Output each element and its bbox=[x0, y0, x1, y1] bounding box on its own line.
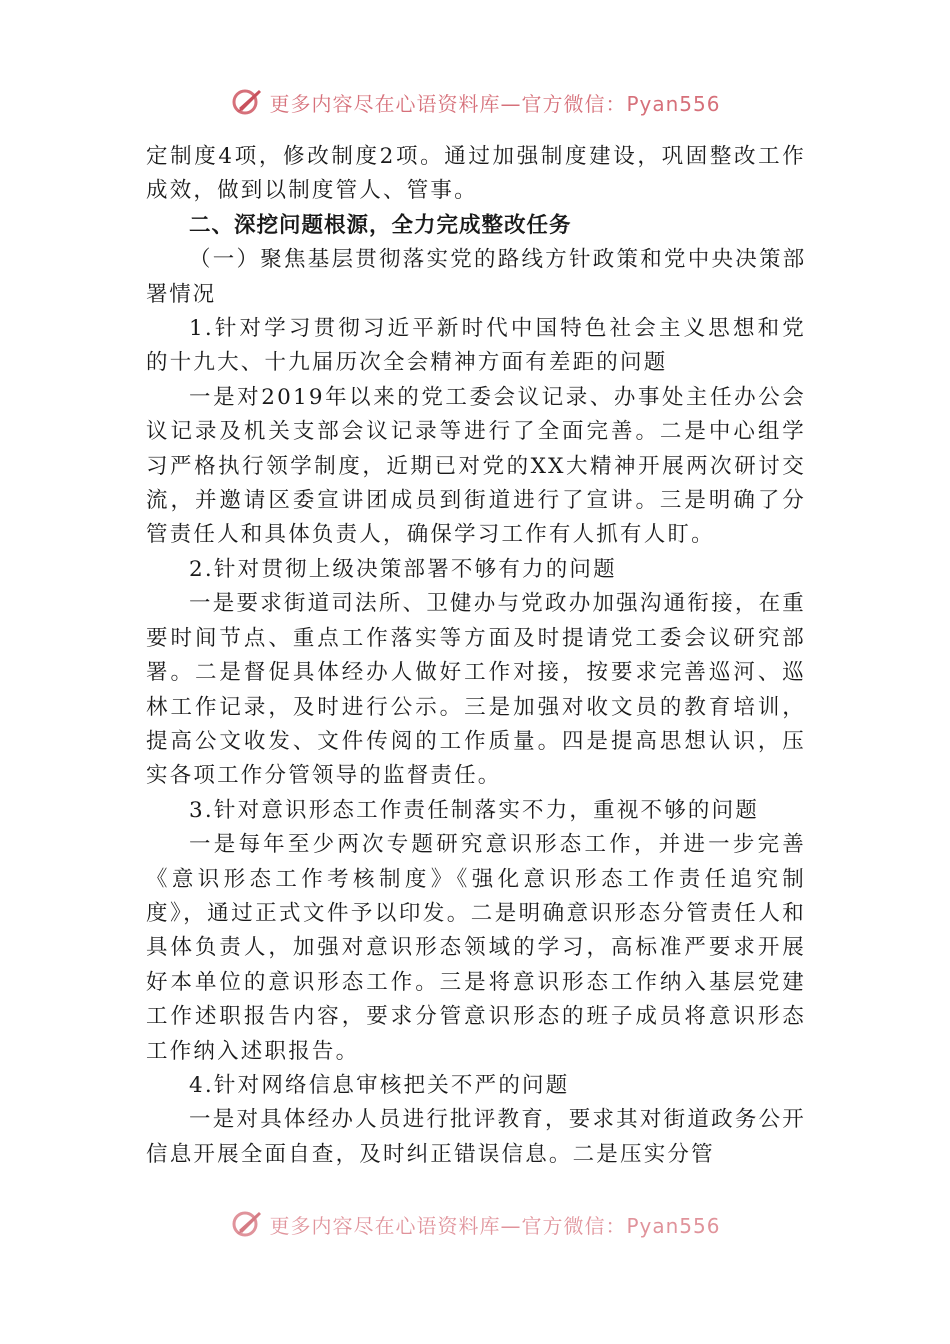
pen-logo-icon bbox=[229, 84, 265, 120]
watermark-header bbox=[0, 82, 950, 122]
item-title: 3.针对意识形态工作责任制落实不力，重视不够的问题 bbox=[189, 797, 760, 823]
paragraph: 一是每年至少两次专题研究意识形态工作，并进一步完善《意识形态工作考核制度》《强化意识形态工作责任追究制度》，通过正式文件予以印发。二是明确意识形态分管责任人和具体负责人，加强对意识形态领域的学习，高标准严要求开展好本单位的意识形态工作。三是将意识形态工作纳入基层党建工作述职报告内容，要求分管意识形态的班子成员将意识形态工作纳入述职报告。 bbox=[146, 832, 806, 1064]
paragraph: 定制度4项，修改制度2项。通过加强制度建设，巩固整改工作成效，做到以制度管人、管事。 bbox=[146, 144, 806, 204]
item-title: 1.针对学习贯彻习近平新时代中国特色社会主义思想和党的十九大、十九届历次全会精神方面有差距的问题 bbox=[146, 316, 806, 376]
item-title: 2.针对贯彻上级决策部署不够有力的问题 bbox=[189, 556, 617, 582]
sub-heading: （一）聚焦基层贯彻落实党的路线方针政策和党中央决策部署情况 bbox=[146, 247, 806, 307]
item-title: 4.针对网络信息审核把关不严的问题 bbox=[189, 1072, 570, 1098]
pen-logo-icon bbox=[229, 1206, 265, 1242]
section-heading: 二、深挖问题根源，全力完成整改任务 bbox=[189, 212, 572, 238]
watermark-text: 更多内容尽在心语资料库—官方微信：Pyan556 bbox=[269, 91, 721, 116]
paragraph: 一是要求街道司法所、卫健办与党政办加强沟通衔接，在重要时间节点、重点工作落实等方面及时提请党工委会议研究部署。二是督促具体经办人做好工作对接，按要求完善巡河、巡林工作记录，及时进行公示。三是加强对收文员的教育培训，提高公文收发、文件传阅的工作质量。四是提高思想认识，压实各项工作分管领导的监督责任。 bbox=[146, 591, 806, 789]
document-body bbox=[146, 140, 806, 1172]
watermark-footer bbox=[0, 1204, 950, 1244]
paragraph: 一是对2019年以来的党工委会议记录、办事处主任办公会议记录及机关支部会议记录等进行了全面完善。二是中心组学习严格执行领学制度，近期已对党的XX大精神开展两次研讨交流，并邀请区委宣讲团成员到街道进行了宣讲。三是明确了分管责任人和具体负责人，确保学习工作有人抓有人盯。 bbox=[146, 384, 806, 548]
watermark-text: 更多内容尽在心语资料库—官方微信：Pyan556 bbox=[269, 1213, 721, 1238]
paragraph: 一是对具体经办人员进行批评教育，要求其对街道政务公开信息开展全面自查，及时纠正错误信息。二是压实分管 bbox=[146, 1107, 806, 1167]
